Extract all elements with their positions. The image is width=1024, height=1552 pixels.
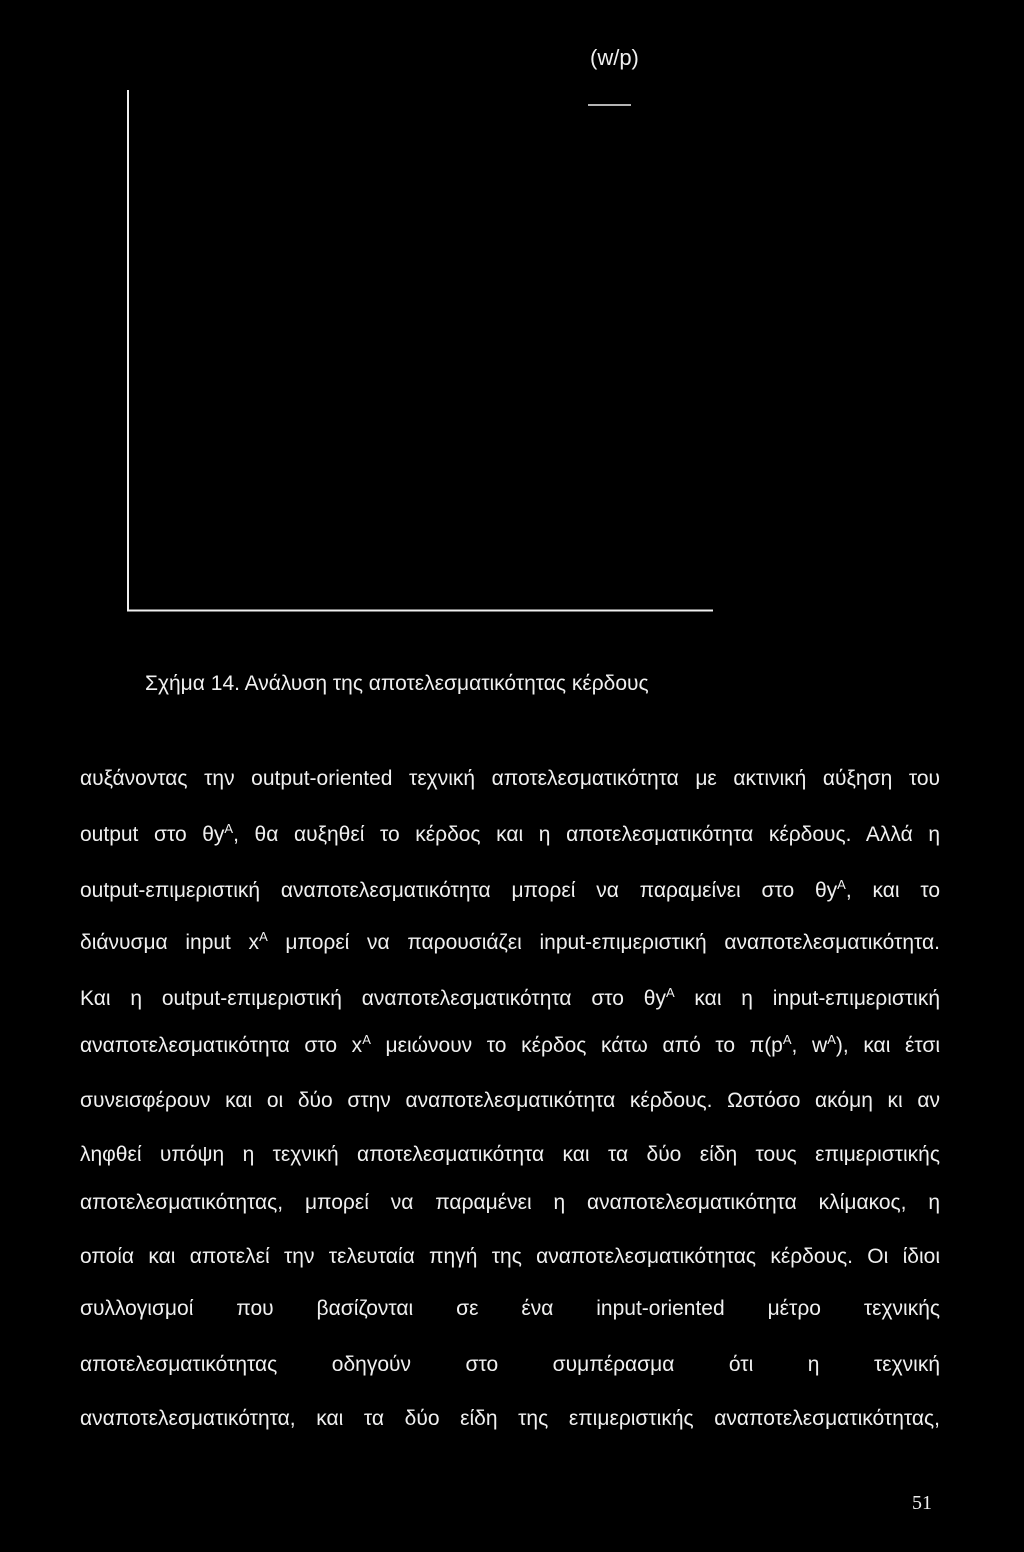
page-number: 51 [912, 1492, 932, 1514]
text-line [80, 1350, 940, 1380]
text-run: μπορεί να παρουσιάζει input-επιμεριστική αναποτελεσματικότητα. [267, 931, 940, 954]
text-run: αυξάνοντας την output-oriented τεχνική αποτελεσματικότητα με ακτινική αύξηση του [80, 767, 940, 790]
text-run: output στο θy [80, 823, 225, 846]
text-run: μειώνουν το κέρδος κάτω από το π(p [370, 1034, 783, 1057]
text-run: ), και έτσι [835, 1034, 940, 1057]
text-line [80, 984, 940, 1014]
superscript: A [782, 1032, 792, 1047]
text-line [80, 1242, 940, 1272]
text-run: αποτελεσματικότητας οδηγούν στο συμπέρασμα ότι η τεχνική [80, 1353, 940, 1376]
text-run: αποτελεσματικότητας, μπορεί να παραμένει η αναποτελεσματικότητα κλίμακος, η [80, 1191, 940, 1214]
figure-axes [0, 0, 1024, 640]
text-line [80, 1188, 940, 1218]
text-run: αναποτελεσματικότητα, και τα δύο είδη της επιμεριστικής αναποτελεσματικότητας, [80, 1407, 940, 1430]
text-line [80, 1031, 940, 1061]
text-run: διάνυσμα input x [80, 931, 260, 954]
superscript: A [362, 1032, 371, 1047]
superscript: A [224, 821, 234, 836]
text-run: , και το [845, 879, 940, 902]
figure-caption: Σχήμα 14. Ανάλυση της αποτελεσματικότητας κέρδους [145, 672, 649, 695]
superscript: A [259, 929, 268, 944]
text-run: , w [791, 1034, 828, 1057]
text-run: συλλογισμοί που βασίζονται σε ένα input-oriented μέτρο τεχνικής [80, 1297, 940, 1320]
text-run: Και η output-επιμεριστική αναποτελεσματικότητα στο θy [80, 987, 666, 1010]
text-line [80, 928, 940, 958]
text-line [80, 1086, 940, 1116]
y-axis-label: (w/p) [590, 45, 639, 70]
text-run: ληφθεί υπόψη η τεχνική αποτελεσματικότητα και τα δύο είδη τους επιμεριστικής [80, 1143, 940, 1166]
text-line [80, 820, 940, 850]
superscript: A [837, 877, 846, 892]
text-run: συνεισφέρουν και οι δύο στην αναποτελεσματικότητα κέρδους. Ωστόσο ακόμη κι αν [80, 1089, 940, 1112]
text-line [80, 876, 940, 906]
superscript: A [665, 985, 675, 1000]
text-run: οποία και αποτελεί την τελευταία πηγή της αναποτελεσματικότητας κέρδους. Οι ίδιοι [80, 1245, 940, 1268]
text-run: και η input-επιμεριστική [674, 987, 941, 1010]
text-line [80, 764, 940, 794]
text-line [80, 1404, 940, 1434]
text-run: αναποτελεσματικότητα στο x [80, 1034, 363, 1057]
text-run: output-επιμεριστική αναποτελεσματικότητα μπορεί να παραμείνει στο θy [80, 879, 838, 902]
text-line [80, 1294, 940, 1324]
superscript: A [827, 1032, 836, 1047]
text-run: , θα αυξηθεί το κέρδος και η αποτελεσματικότητα κέρδους. Αλλά η [233, 823, 941, 846]
text-line [80, 1140, 940, 1170]
